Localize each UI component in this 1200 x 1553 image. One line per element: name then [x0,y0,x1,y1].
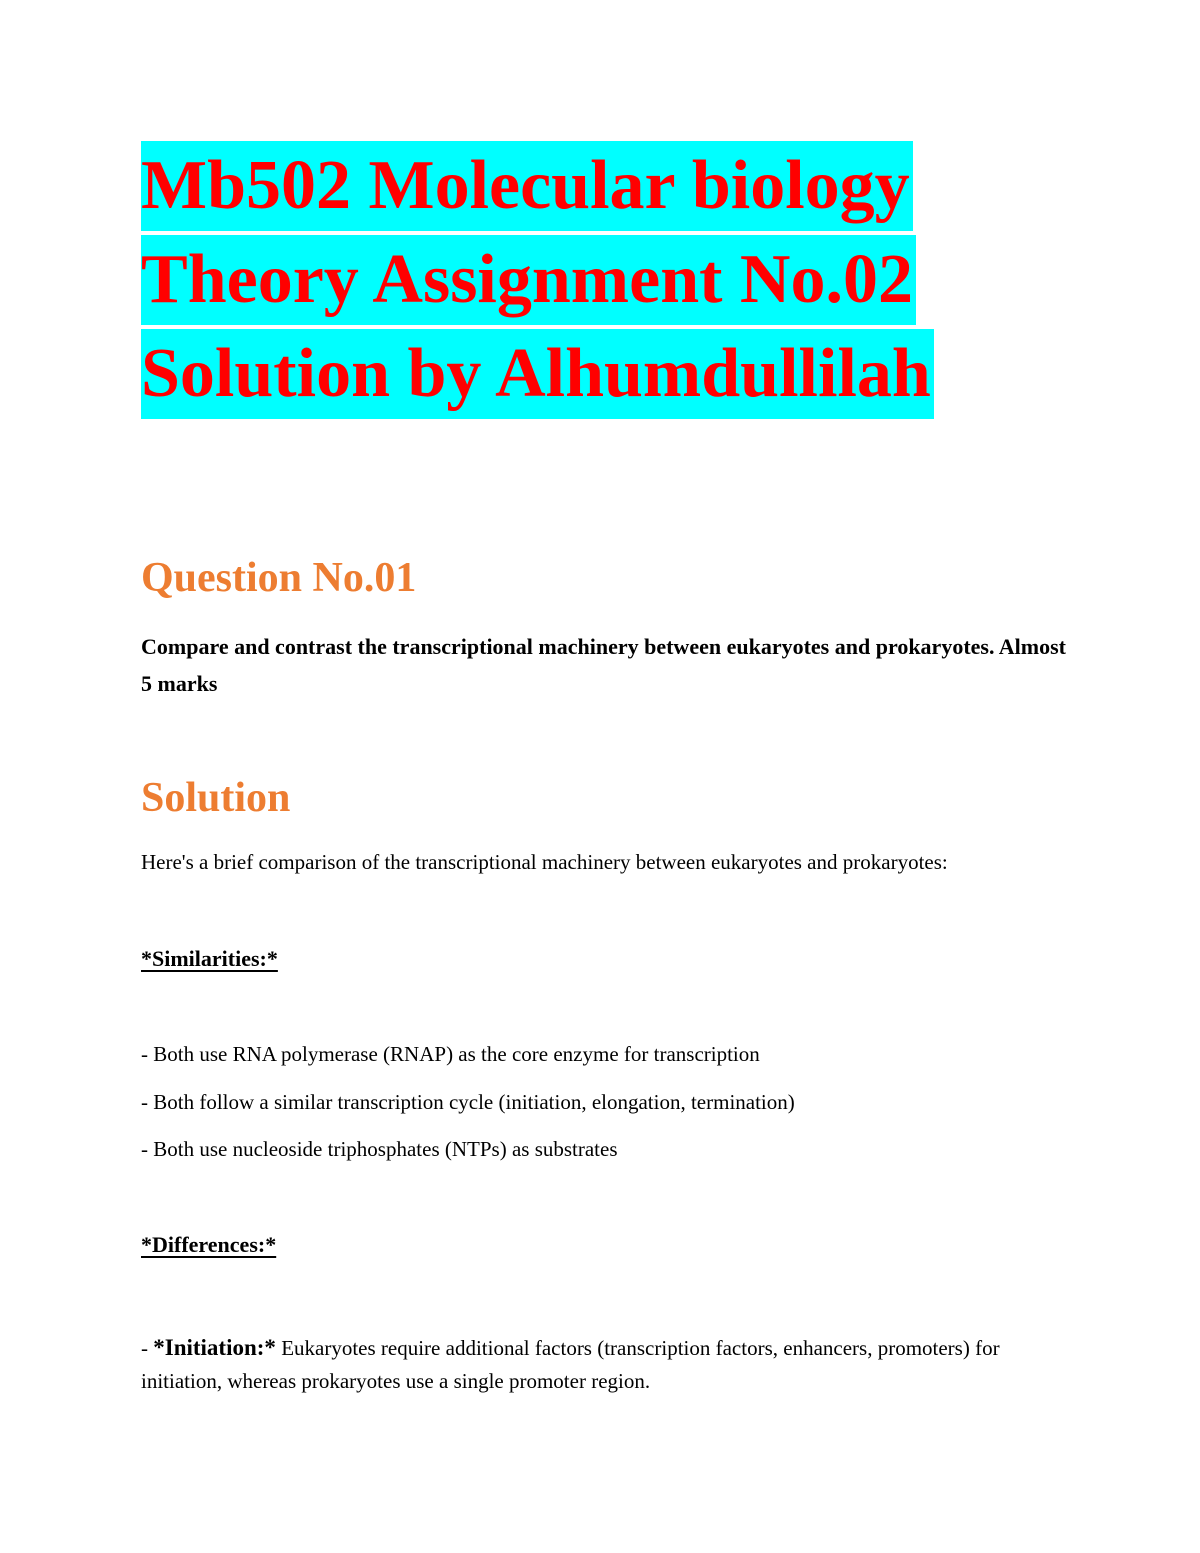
solution-heading: Solution [141,775,291,821]
title-line-3: Solution by Alhumdullilah [141,329,934,419]
similarity-item: - Both use nucleoside triphosphates (NTPs) as substrates [141,1137,618,1161]
difference-prefix: - [141,1336,154,1360]
similarities-heading: *Similarities:* [141,946,278,971]
question-text: Compare and contrast the transcriptional machinery between eukaryotes and prokaryotes. Almost 5 marks [141,634,1066,696]
similarity-item: - Both use RNA polymerase (RNAP) as the core enzyme for transcription [141,1042,760,1066]
difference-label: *Initiation:* [153,1335,276,1360]
similarity-item: - Both follow a similar transcription cycle (initiation, elongation, termination) [141,1090,795,1114]
document-title [141,141,961,423]
title-line-2: Theory Assignment No.02 [141,235,916,325]
intro-paragraph: Here's a brief comparison of the transcriptional machinery between eukaryotes and prokaryotes: [141,850,948,874]
question-heading: Question No.01 [141,555,417,601]
difference-text: Eukaryotes require additional factors (transcription factors, enhancers, promoters) for initiation, whereas prokaryotes use a single promoter region. [141,1336,1000,1393]
difference-item [141,1331,1021,1398]
differences-heading: *Differences:* [141,1232,277,1257]
title-line-1: Mb502 Molecular biology [141,141,913,231]
